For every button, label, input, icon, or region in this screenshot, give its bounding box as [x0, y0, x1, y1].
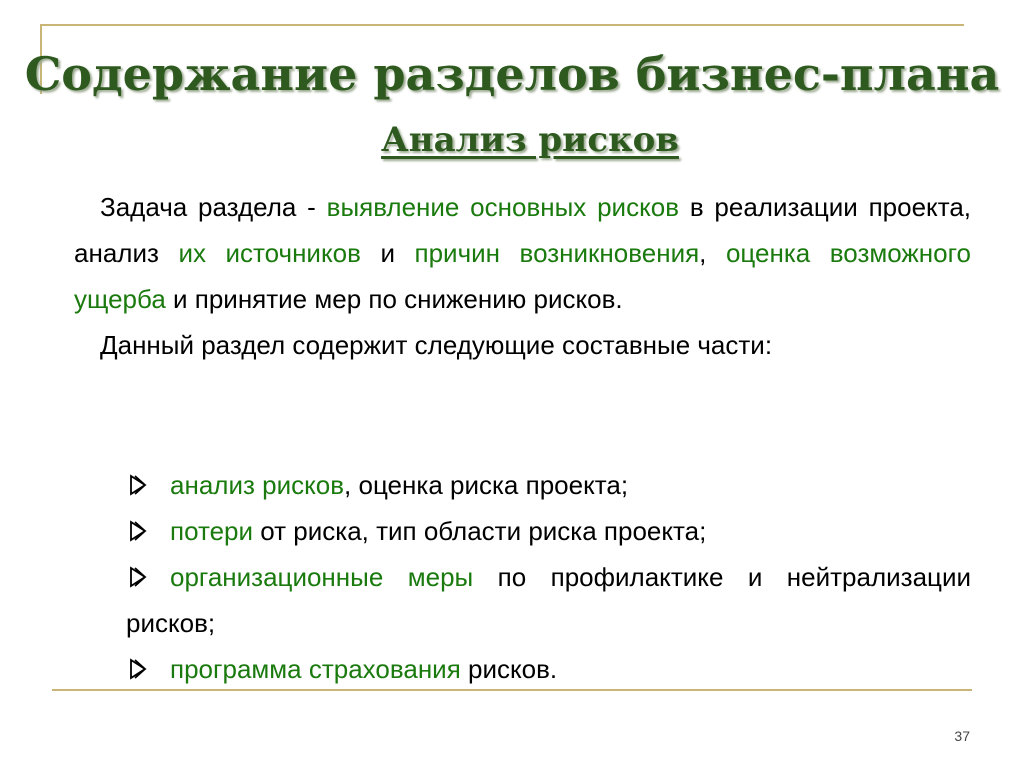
- list-item: [126, 508, 971, 554]
- text-run: ,: [699, 238, 726, 268]
- slide-subtitle: Анализ рисков: [381, 120, 679, 160]
- highlight-text: выявление основных рисков: [326, 192, 680, 222]
- highlight-text: организационные меры: [170, 562, 474, 592]
- parts-paragraph: Данный раздел содержит следующие составные части:: [100, 330, 773, 360]
- list-item: [126, 462, 971, 508]
- task-paragraph: [74, 184, 971, 322]
- arrow-bullet-icon: [126, 508, 156, 554]
- highlight-text: потери: [170, 516, 254, 546]
- highlight-text: анализ рисков: [170, 470, 345, 500]
- highlight-text: программа страхования: [170, 654, 461, 684]
- highlight-text: оценка возможного ущерба: [74, 238, 971, 314]
- text-run: в реализации проекта, анализ: [74, 192, 972, 268]
- text-run: Задача раздела -: [100, 192, 327, 222]
- text-run: от риска, тип области риска проекта;: [253, 516, 707, 546]
- text-run: по профилактике и нейтрализации рисков;: [126, 562, 971, 638]
- body-text: [74, 184, 971, 368]
- list-item: [126, 554, 971, 646]
- highlight-text: их источников: [178, 238, 361, 268]
- arrow-bullet-icon: [126, 462, 156, 508]
- highlight-text: причин возникновения: [414, 238, 700, 268]
- text-run: рисков.: [460, 654, 558, 684]
- slide-title: Содержание разделов бизнес-плана: [24, 47, 1000, 101]
- text-run: , оценка риска проекта;: [344, 470, 629, 500]
- arrow-bullet-icon: [126, 646, 156, 692]
- bottom-border-line: [52, 689, 972, 691]
- text-run: и принятие мер по снижению рисков.: [165, 284, 623, 314]
- top-border-line: [40, 24, 964, 26]
- text-run: и: [360, 238, 415, 268]
- arrow-bullet-icon: [126, 554, 156, 600]
- page-number: 37: [954, 728, 970, 744]
- list-item: [126, 646, 971, 692]
- bullet-list: [126, 462, 971, 692]
